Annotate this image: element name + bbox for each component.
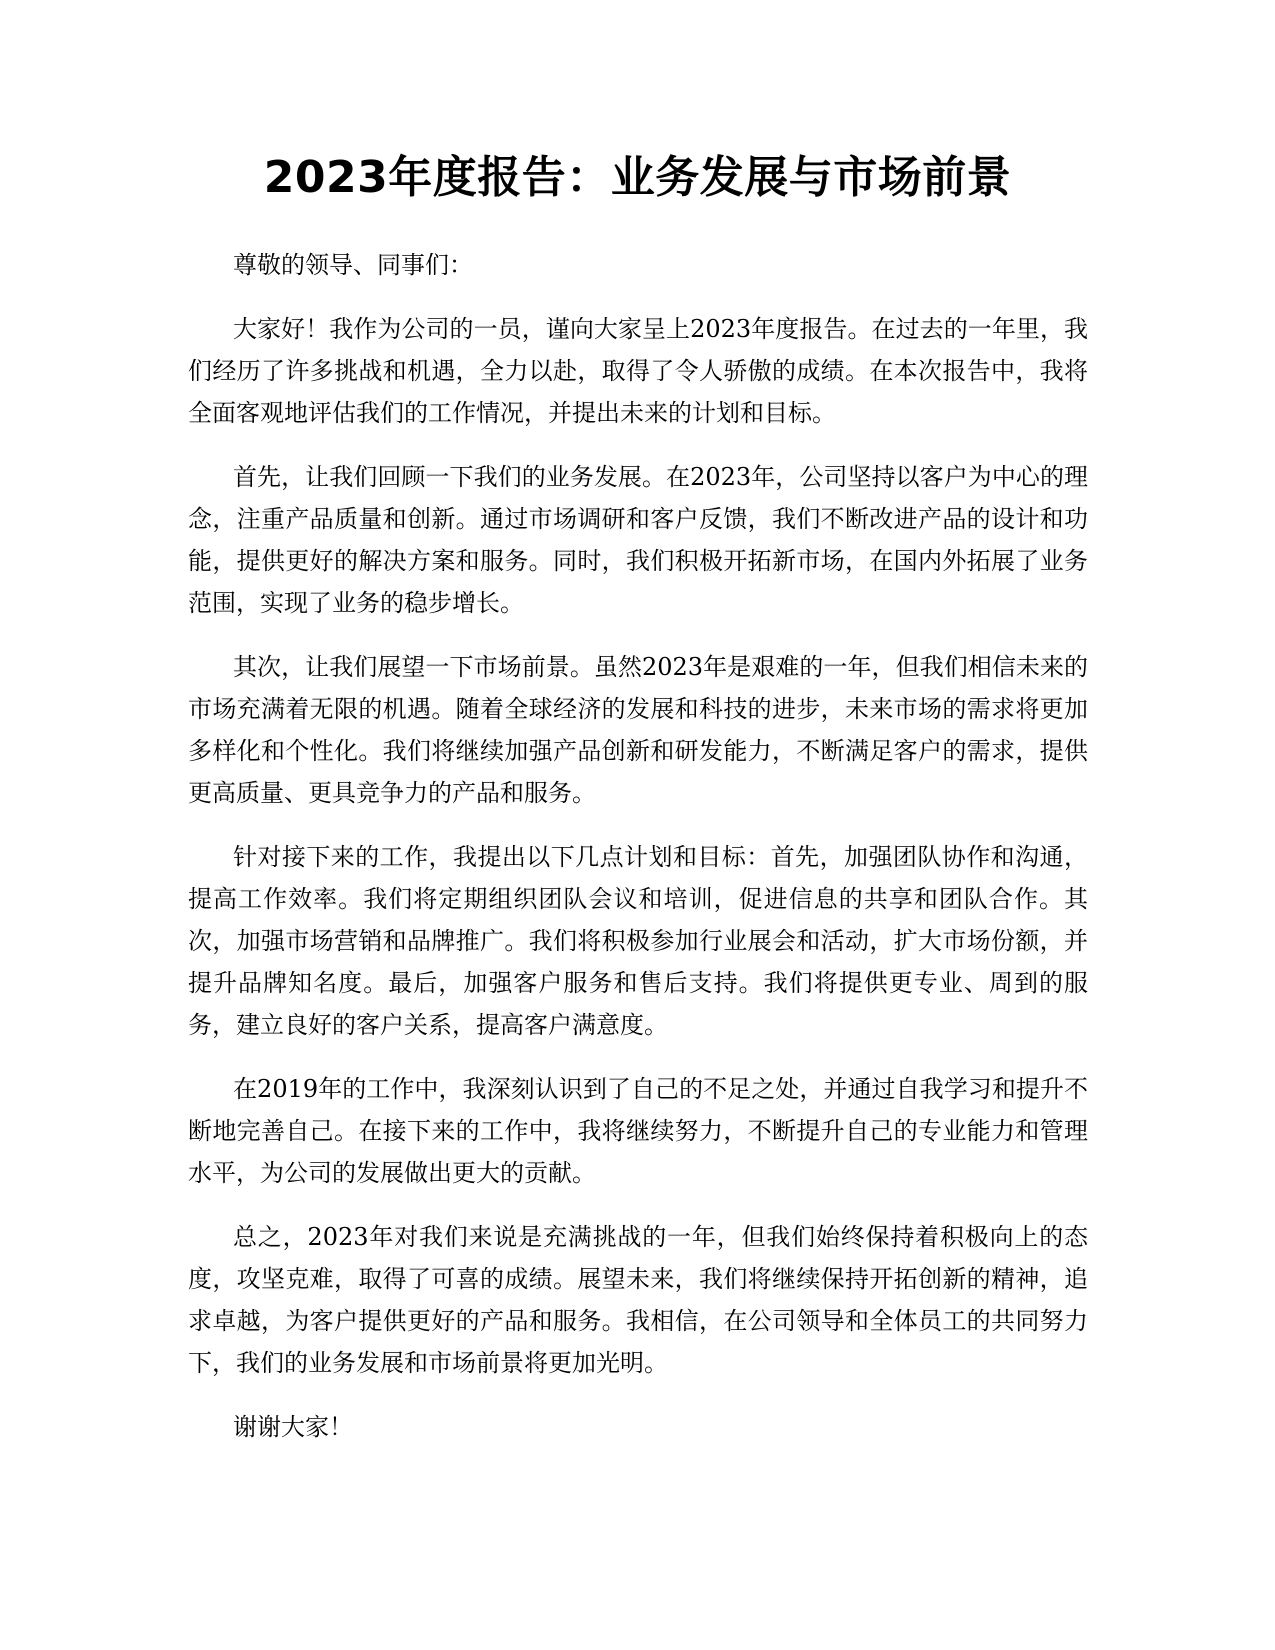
plans-goals-paragraph: 针对接下来的工作，我提出以下几点计划和目标：首先，加强团队协作和沟通，提高工作效率。我们将定期组织团队会议和培训，促进信息的共享和团队合作。其次，加强市场营销和品牌推广。我们将积极参加行业展会和活动，扩大市场份额，并提升品牌知名度。最后，加强客户服务和售后支持。我们将提供更专业、周到的服务，建立良好的客户关系，提高客户满意度。	[188, 843, 1088, 1039]
market-outlook-paragraph: 其次，让我们展望一下市场前景。虽然2023年是艰难的一年，但我们相信未来的市场充满着无限的机遇。随着全球经济的发展和科技的进步，未来市场的需求将更加多样化和个性化。我们将继续加强产品创新和研发能力，不断满足客户的需求，提供更高质量、更具竞争力的产品和服务。	[188, 653, 1088, 807]
closing-paragraph: 谢谢大家！	[233, 1413, 353, 1441]
salutation-paragraph: 尊敬的领导、同事们：	[233, 251, 473, 279]
business-review-paragraph: 首先，让我们回顾一下我们的业务发展。在2023年，公司坚持以客户为中心的理念，注重产品质量和创新。通过市场调研和客户反馈，我们不断改进产品的设计和功能，提供更好的解决方案和服务。同时，我们积极开拓新市场，在国内外拓展了业务范围，实现了业务的稳步增长。	[188, 463, 1088, 617]
document-body	[188, 244, 1088, 1470]
summary-paragraph: 总之，2023年对我们来说是充满挑战的一年，但我们始终保持着积极向上的态度，攻坚克难，取得了可喜的成绩。展望未来，我们将继续保持开拓创新的精神，追求卓越，为客户提供更好的产品和服务。我相信，在公司领导和全体员工的共同努力下，我们的业务发展和市场前景将更加光明。	[188, 1223, 1088, 1377]
document-title: 2023年度报告：业务发展与市场前景	[263, 152, 1012, 203]
self-reflection-paragraph: 在2019年的工作中，我深刻认识到了自己的不足之处，并通过自我学习和提升不断地完善自己。在接下来的工作中，我将继续努力，不断提升自己的专业能力和管理水平，为公司的发展做出更大的贡献。	[188, 1075, 1088, 1187]
intro-paragraph: 大家好！我作为公司的一员，谨向大家呈上2023年度报告。在过去的一年里，我们经历了许多挑战和机遇，全力以赴，取得了令人骄傲的成绩。在本次报告中，我将全面客观地评估我们的工作情况，并提出未来的计划和目标。	[188, 315, 1088, 427]
